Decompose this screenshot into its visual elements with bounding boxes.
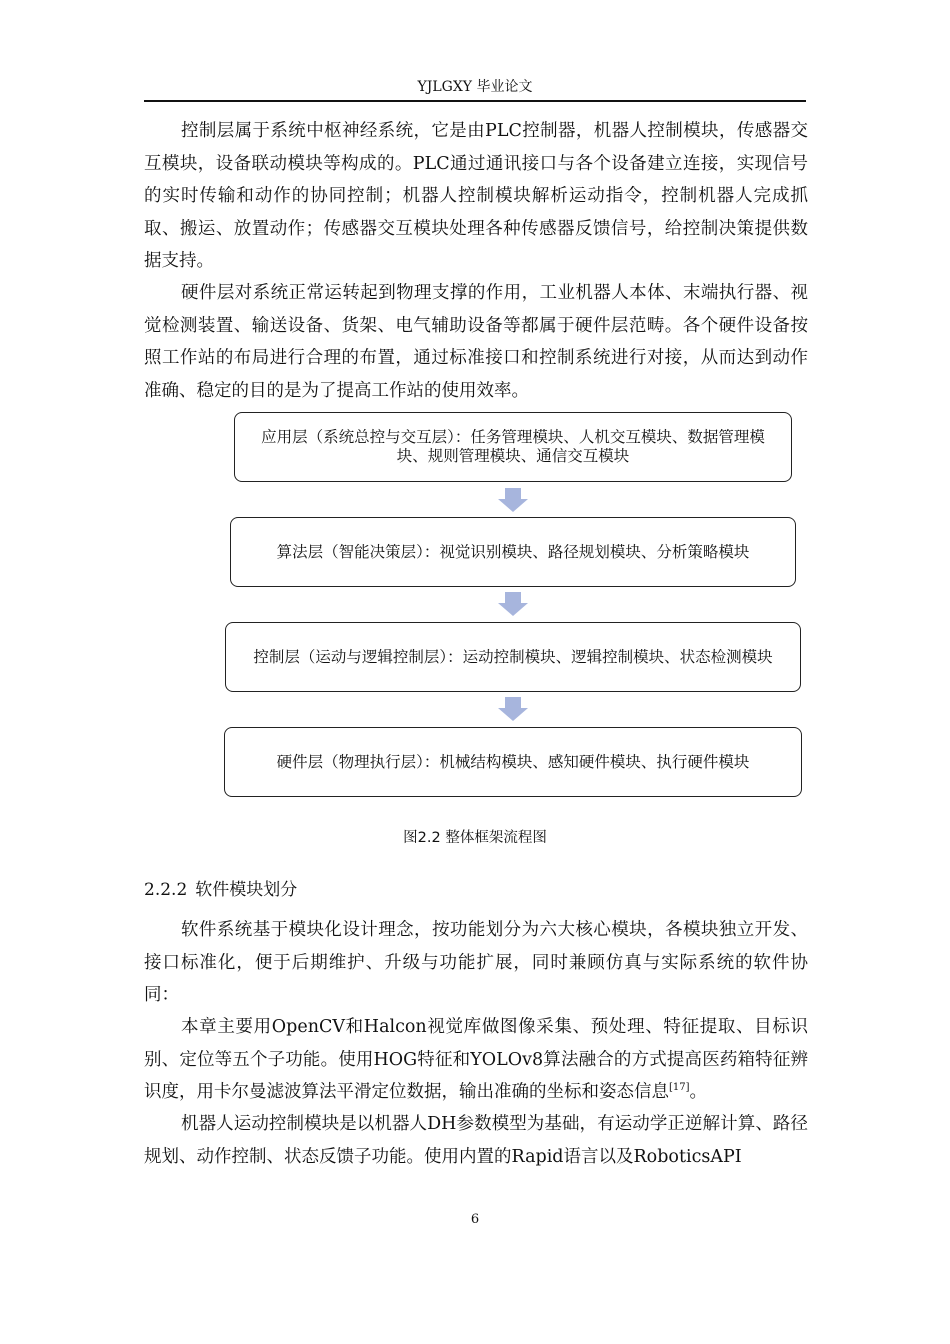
paragraph-vision-module: 本章主要用OpenCV和Halcon视觉库做图像采集、预处理、特征提取、目标识别、定位等五个子功能。使用HOG特征和YOLOv8算法融合的方式提高医药箱特征辨识度，用卡尔曼滤波算法平滑定位数据，输出准确的坐标和姿态信息[17]。 bbox=[144, 1017, 808, 1102]
paragraph-hardware-layer: 硬件层对系统正常运转起到物理支撑的作用，工业机器人本体、末端执行器、视觉检测装置、输送设备、货架、电气辅助设备等都属于硬件层范畴。各个硬件设备按照工作站的布局进行合理的布置，通过标准接口和控制系统进行对接，从而达到动作准确、稳定的目的是为了提高工作站的使用效率。 bbox=[144, 283, 808, 401]
citation: [17] bbox=[669, 1082, 690, 1094]
flow-box-control-layer: 控制层（运动与逻辑控制层）：运动控制模块、逻辑控制模块、状态检测模块 bbox=[225, 622, 801, 692]
section-number: 2.2.2 bbox=[144, 880, 188, 900]
flow-box-algorithm-layer: 算法层（智能决策层）：视觉识别模块、路径规划模块、分析策略模块 bbox=[230, 517, 796, 587]
flow-box-hardware-layer: 硬件层（物理执行层）：机械结构模块、感知硬件模块、执行硬件模块 bbox=[224, 727, 802, 797]
paragraph-control-layer: 控制层属于系统中枢神经系统，它是由PLC控制器，机器人控制模块，传感器交互模块，设备联动模块等构成的。PLC通过通讯接口与各个设备建立连接，实现信号的实时传输和动作的协同控制；机器人控制模块解析运动指令，控制机器人完成抓取、搬运、放置动作；传感器交互模块处理各种传感器反馈信号，给控制决策提供数据支持。 bbox=[144, 121, 808, 271]
header-rule bbox=[144, 100, 806, 102]
figure-caption: 图2.2 整体框架流程图 bbox=[403, 830, 547, 846]
paragraph-motion-control-module: 机器人运动控制模块是以机器人DH参数模型为基础，有运动学正逆解计算、路径规划、动作控制、状态反馈子功能。使用内置的Rapid语言以及RoboticsAPI bbox=[144, 1114, 808, 1167]
section-heading bbox=[144, 879, 297, 901]
section-title: 软件模块划分 bbox=[195, 880, 298, 900]
page-header: YJLGXY 毕业论文 bbox=[417, 79, 533, 95]
paragraph-software-modules: 软件系统基于模块化设计理念，按功能划分为六大核心模块，各模块独立开发、接口标准化，便于后期维护、升级与功能扩展，同时兼顾仿真与实际系统的软件协同： bbox=[144, 920, 808, 1005]
flow-box-application-layer: 应用层（系统总控与交互层）：任务管理模块、人机交互模块、数据管理模块、规则管理模块、通信交互模块 bbox=[234, 412, 792, 482]
page-number: 6 bbox=[470, 1212, 480, 1227]
